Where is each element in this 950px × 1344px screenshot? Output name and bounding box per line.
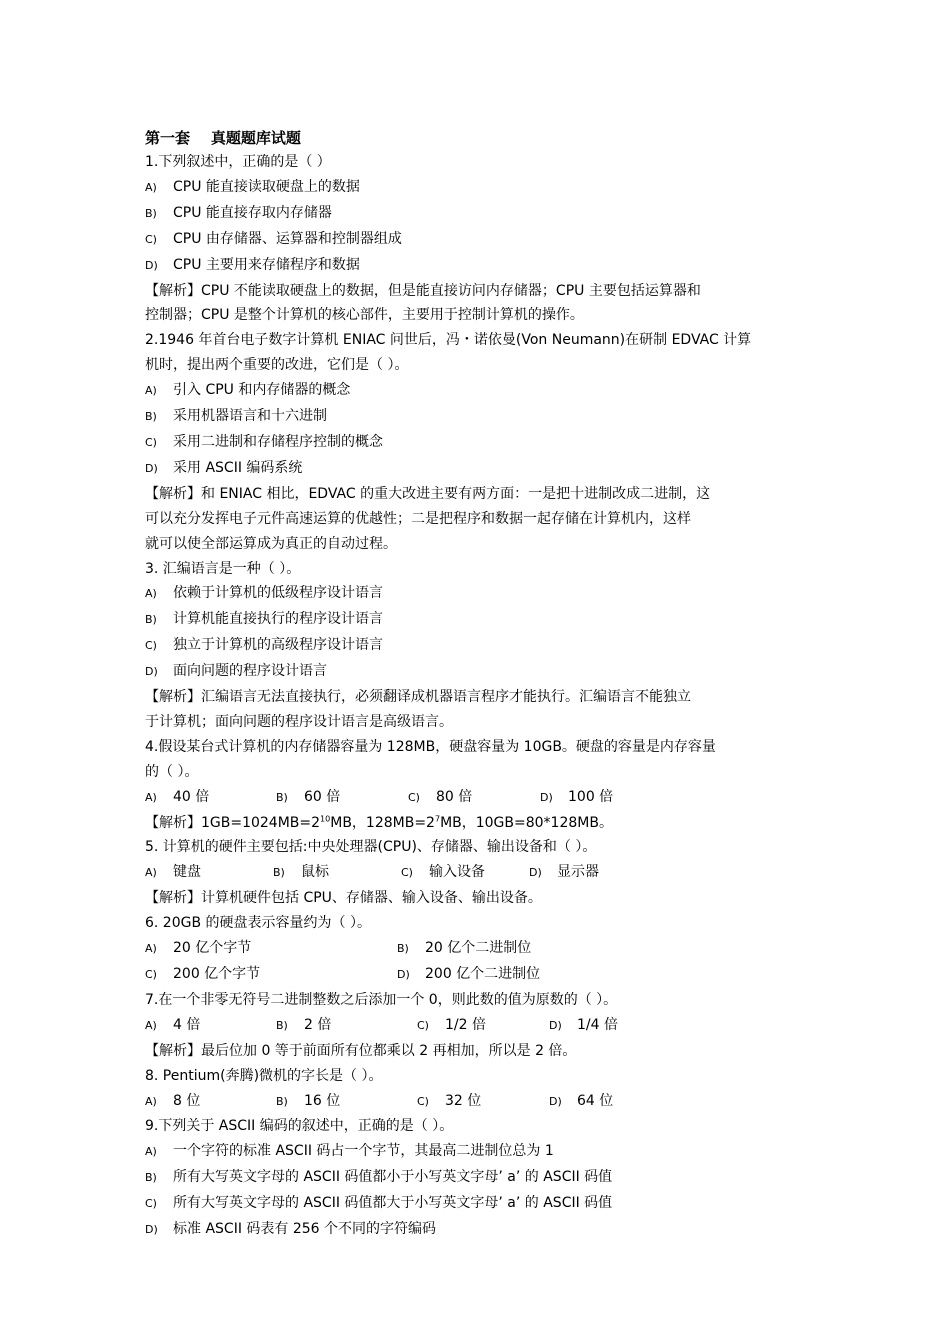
option-label: D) <box>529 866 542 880</box>
question-4-analysis <box>145 811 815 836</box>
analysis-part: 【解析】1GB=1024MB=2 <box>145 814 321 831</box>
option-label: B) <box>145 613 157 627</box>
option-label: D) <box>145 461 158 475</box>
analysis-part: MB，128MB=2 <box>330 814 435 831</box>
option-label: C) <box>145 232 157 246</box>
option-text: 20 亿个二进制位 <box>425 940 532 957</box>
option-label: A) <box>145 587 157 601</box>
option-text: 1/4 倍 <box>577 1016 618 1033</box>
option-text: 键盘 <box>173 864 201 881</box>
question-8-option-d <box>549 1089 613 1115</box>
question-8-option-a <box>145 1089 276 1115</box>
option-text: 64 位 <box>577 1092 614 1109</box>
option-label: B) <box>145 410 157 424</box>
question-9-option-c <box>145 1191 815 1217</box>
option-text: 200 亿个二进制位 <box>425 966 541 982</box>
question-3-option-a <box>145 581 815 607</box>
question-1-option-d <box>145 253 815 279</box>
option-text: 4 倍 <box>173 1016 201 1033</box>
option-text: CPU 由存储器、运算器和控制器组成 <box>173 230 402 247</box>
question-2-analysis-line-1: 【解析】和 ENIAC 相比，EDVAC 的重大改进主要有两方面：一是把十进制改成二进制，这 <box>145 485 711 502</box>
question-4-option-a <box>145 785 276 811</box>
option-text: CPU 主要用来存储程序和数据 <box>173 256 360 273</box>
analysis-part: MB，10GB=80*128MB。 <box>440 814 613 831</box>
option-label: B) <box>273 866 285 880</box>
option-text: 标准 ASCII 码表有 256 个不同的字符编码 <box>173 1221 437 1238</box>
option-label: B) <box>276 1094 288 1108</box>
question-4-option-b <box>276 785 408 811</box>
question-9-option-b <box>145 1165 815 1191</box>
option-text: 所有大写英文字母的 ASCII 码值都大于小写英文字母’ a’ 的 ASCII 码值 <box>173 1195 613 1212</box>
option-label: A) <box>145 1018 157 1032</box>
question-2-option-a <box>145 378 815 404</box>
exponent: 7 <box>434 813 441 823</box>
option-text: 采用二进制和存储程序控制的概念 <box>173 433 383 450</box>
question-5-analysis: 【解析】计算机硬件包括 CPU、存储器、输入设备、输出设备。 <box>145 890 542 907</box>
question-7-option-a <box>145 1013 276 1039</box>
question-7-option-d <box>549 1013 618 1039</box>
option-text: CPU 能直接读取硬盘上的数据 <box>173 178 360 195</box>
option-label: C) <box>145 639 157 653</box>
option-label: D) <box>145 1223 158 1237</box>
page-title: 第一套 真题题库试题 <box>145 129 301 147</box>
question-2-option-d <box>145 456 815 482</box>
option-text: 显示器 <box>557 864 599 881</box>
option-text: 80 倍 <box>436 788 473 805</box>
option-label: B) <box>276 790 288 804</box>
option-text: 计算机能直接执行的程序设计语言 <box>173 611 383 628</box>
question-7-option-c <box>417 1013 549 1039</box>
question-2-analysis-line-2: 可以充分发挥电子元件高速运算的优越性；二是把程序和数据一起存储在计算机内，这样 <box>145 510 691 527</box>
question-9-option-d <box>145 1217 815 1243</box>
option-text: 采用 ASCII 编码系统 <box>173 459 303 476</box>
question-5-stem: 5. 计算机的硬件主要包括:中央处理器(CPU)、存储器、输出设备和（ ）。 <box>145 839 597 856</box>
question-2-option-c <box>145 430 815 456</box>
option-label: B) <box>145 206 157 220</box>
option-label: B) <box>397 942 409 956</box>
option-label: B) <box>145 1171 157 1185</box>
question-1-stem: 1.下列叙述中，正确的是（ ） <box>145 154 331 170</box>
document-content <box>145 126 815 1243</box>
question-8-option-c <box>417 1089 549 1115</box>
question-4-stem-line-1: 4.假设某台式计算机的内存储器容量为 128MB，硬盘容量为 10GB。硬盘的容量是内存容量 <box>145 738 716 755</box>
option-label: D) <box>397 968 410 981</box>
option-text: 1/2 倍 <box>445 1016 486 1033</box>
option-text: 32 位 <box>445 1092 482 1109</box>
question-4-options <box>145 785 815 811</box>
question-1-option-c <box>145 227 815 253</box>
exponent: 10 <box>320 813 331 823</box>
question-5-option-d <box>529 860 599 886</box>
option-text: 采用机器语言和十六进制 <box>173 408 327 425</box>
option-label: C) <box>408 790 420 804</box>
question-5-option-b <box>273 860 401 886</box>
question-3-option-d <box>145 659 815 685</box>
question-6-option-c <box>145 962 397 988</box>
option-label: C) <box>401 866 413 880</box>
option-label: A) <box>145 384 157 398</box>
option-text: 16 位 <box>304 1092 341 1109</box>
question-3-option-b <box>145 607 815 633</box>
option-label: A) <box>145 866 157 880</box>
option-label: A) <box>145 1145 157 1159</box>
question-2-analysis-line-3: 就可以使全部运算成为真正的自动过程。 <box>145 535 397 552</box>
option-text: 依赖于计算机的低级程序设计语言 <box>173 585 383 602</box>
question-4-stem-line-2: 的（ ）。 <box>145 763 199 780</box>
question-2-option-b <box>145 404 815 430</box>
question-7-options <box>145 1013 815 1039</box>
question-5-option-c <box>401 860 529 886</box>
option-label: A) <box>145 180 157 194</box>
question-8-option-b <box>276 1089 417 1115</box>
question-2-stem-line-1: 2.1946 年首台电子数字计算机 ENIAC 问世后，冯・诺依曼(Von Neumann)在研制 EDVAC 计算 <box>145 332 752 349</box>
question-6-options-row-1 <box>145 936 815 962</box>
question-6-option-b <box>397 936 531 962</box>
question-6-options-row-2 <box>145 962 815 988</box>
question-9-stem: 9.下列关于 ASCII 编码的叙述中，正确的是（ ）。 <box>145 1118 454 1135</box>
option-label: B) <box>276 1018 288 1032</box>
question-2-stem-line-2: 机时，提出两个重要的改进，它们是（ ）。 <box>145 357 409 374</box>
option-label: A) <box>145 1094 157 1108</box>
option-text: 引入 CPU 和内存储器的概念 <box>173 382 351 399</box>
option-text: 200 亿个字节 <box>173 966 261 982</box>
option-text: 20 亿个字节 <box>173 940 252 957</box>
question-5-options <box>145 860 815 886</box>
option-text: 40 倍 <box>173 788 210 805</box>
question-8-options <box>145 1089 815 1115</box>
option-label: C) <box>417 1094 429 1108</box>
option-label: C) <box>145 968 157 981</box>
option-label: D) <box>145 258 158 272</box>
question-9-option-a <box>145 1139 815 1165</box>
question-7-analysis: 【解析】最后位加 0 等于前面所有位都乘以 2 再相加，所以是 2 倍。 <box>145 1042 577 1059</box>
question-1-option-a <box>145 175 815 201</box>
question-4-option-d <box>540 785 613 811</box>
option-label: D) <box>549 1018 562 1032</box>
question-3-stem: 3. 汇编语言是一种（ ）。 <box>145 560 301 577</box>
option-text: 输入设备 <box>429 864 485 881</box>
question-8-stem: 8. Pentium(奔腾)微机的字长是（ ）。 <box>145 1067 383 1084</box>
question-7-stem: 7.在一个非零无符号二进制整数之后添加一个 0，则此数的值为原数的（ ）。 <box>145 991 618 1008</box>
question-5-option-a <box>145 860 273 886</box>
option-label: D) <box>549 1094 562 1108</box>
question-3-analysis-line-1: 【解析】汇编语言无法直接执行，必须翻译成机器语言程序才能执行。汇编语言不能独立 <box>145 689 691 706</box>
option-text: 一个字符的标准 ASCII 码占一个字节，其最高二进制位总为 1 <box>173 1143 554 1160</box>
option-text: CPU 能直接存取内存储器 <box>173 204 332 221</box>
option-label: C) <box>145 1197 157 1211</box>
option-label: A) <box>145 942 157 956</box>
option-label: D) <box>145 665 158 679</box>
question-1-analysis-line-1: 【解析】CPU 不能读取硬盘上的数据，但是能直接访问内存储器；CPU 主要包括运算器和 <box>145 282 701 299</box>
option-label: A) <box>145 790 157 804</box>
question-6-option-a <box>145 936 397 962</box>
option-text: 独立于计算机的高级程序设计语言 <box>173 637 383 654</box>
option-text: 所有大写英文字母的 ASCII 码值都小于小写英文字母’ a’ 的 ASCII 码值 <box>173 1169 613 1186</box>
question-7-option-b <box>276 1013 417 1039</box>
question-6-option-d <box>397 962 540 988</box>
option-text: 8 位 <box>173 1092 201 1109</box>
question-1-analysis-line-2: 控制器；CPU 是整个计算机的核心部件，主要用于控制计算机的操作。 <box>145 307 584 324</box>
option-text: 60 倍 <box>304 788 341 805</box>
question-1-option-b <box>145 201 815 227</box>
option-text: 2 倍 <box>304 1016 332 1033</box>
option-label: D) <box>540 790 553 804</box>
option-text: 鼠标 <box>301 864 329 881</box>
option-label: C) <box>417 1018 429 1032</box>
question-3-option-c <box>145 633 815 659</box>
option-label: C) <box>145 435 157 449</box>
option-text: 100 倍 <box>568 788 614 805</box>
question-3-analysis-line-2: 于计算机；面向问题的程序设计语言是高级语言。 <box>145 713 453 730</box>
option-text: 面向问题的程序设计语言 <box>173 663 327 680</box>
question-6-stem: 6. 20GB 的硬盘表示容量约为（ ）。 <box>145 915 371 932</box>
question-4-option-c <box>408 785 540 811</box>
